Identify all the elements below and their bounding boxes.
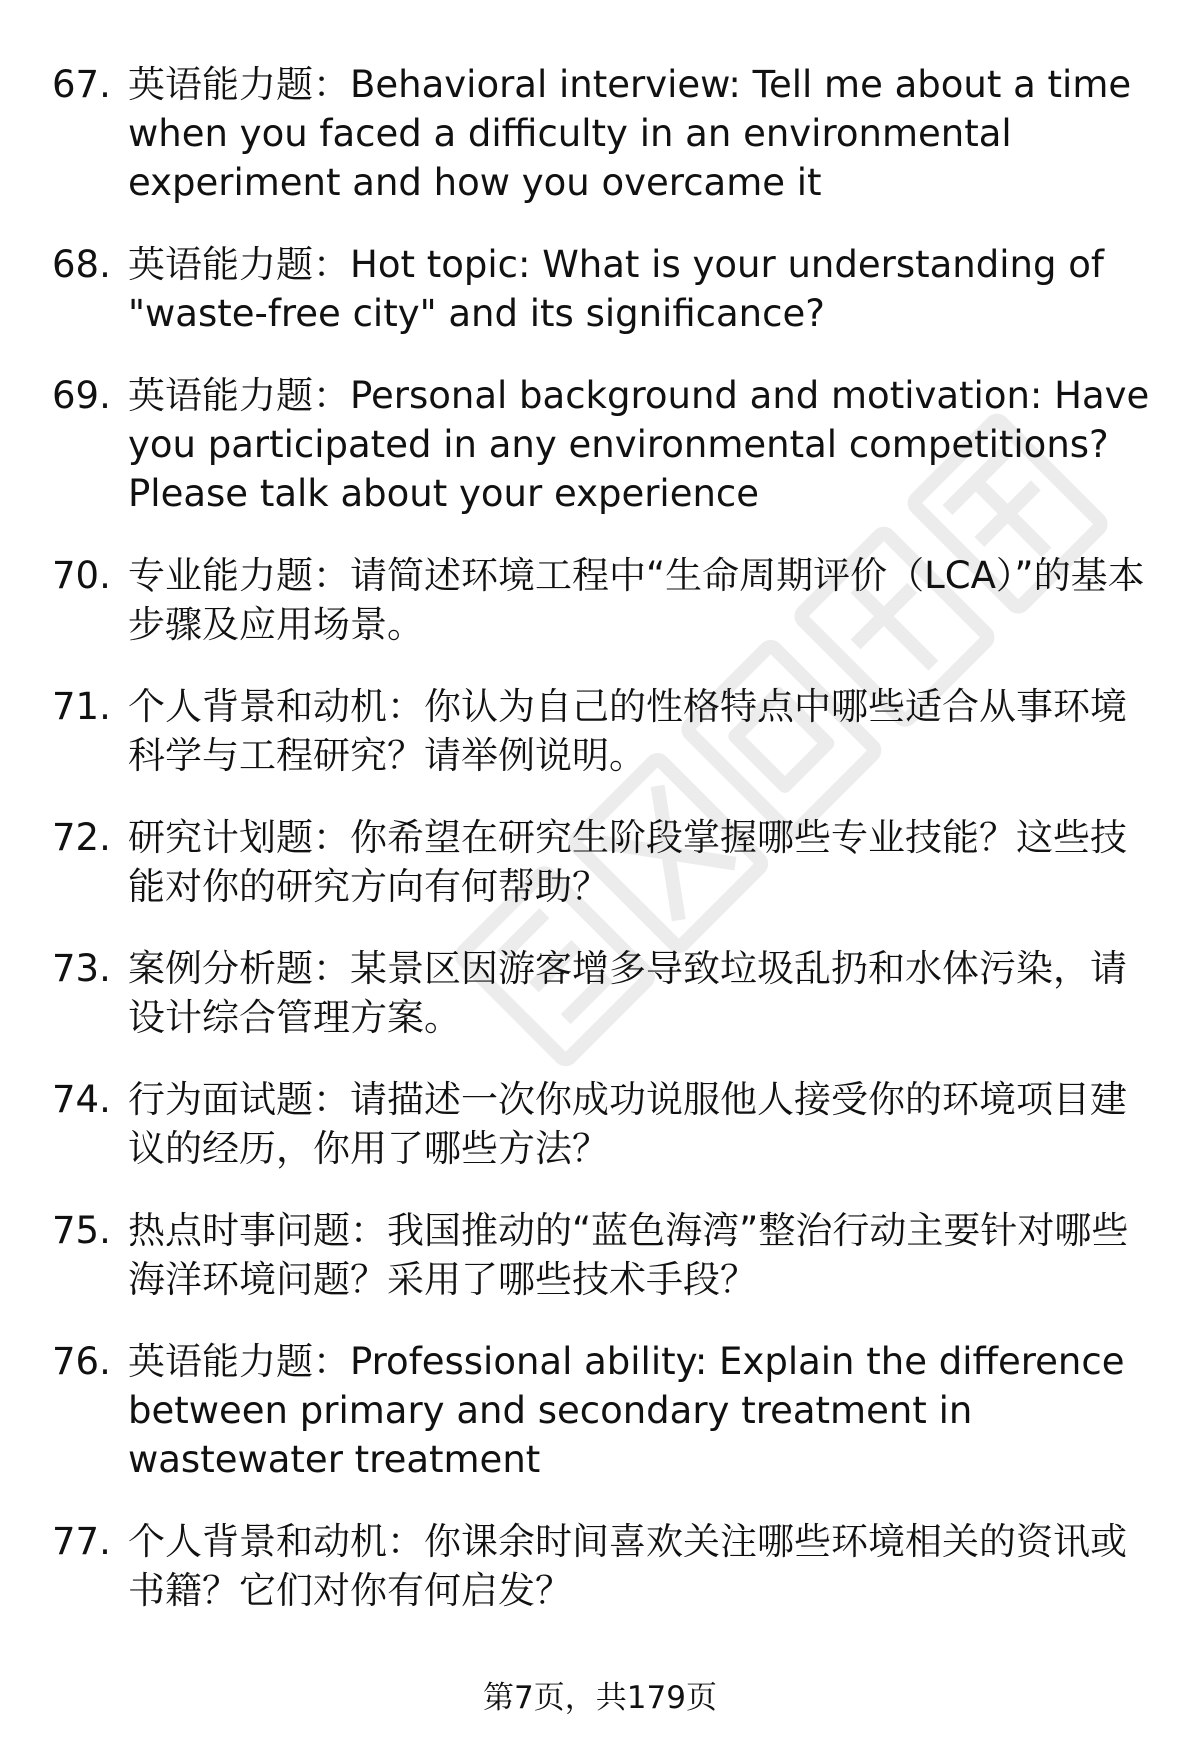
question-number: 68. <box>52 243 111 286</box>
question-text: 专业能力题：请简述环境工程中“生命周期评价（LCA）”的基本步骤及应用场景。 <box>128 554 1145 646</box>
list-item <box>0 682 1200 780</box>
question-number: 67. <box>52 63 111 106</box>
question-text: 英语能力题：Hot topic: What is your understanding of "waste-free city" and its significance? <box>128 243 1104 335</box>
list-item <box>0 1517 1200 1615</box>
question-number: 69. <box>52 374 111 417</box>
question-number: 77. <box>52 1520 111 1563</box>
question-text: 热点时事问题：我国推动的“蓝色海湾”整治行动主要针对哪些海洋环境问题？采用了哪些技术手段？ <box>128 1209 1129 1301</box>
question-number: 73. <box>52 947 111 990</box>
question-number: 75. <box>52 1209 111 1252</box>
question-text: 英语能力题：Professional ability: Explain the difference between primary and secondary treatment in wastewater treatment <box>128 1340 1125 1481</box>
question-text: 案例分析题：某景区因游客增多导致垃圾乱扔和水体污染，请设计综合管理方案。 <box>128 947 1127 1039</box>
list-item <box>0 551 1200 649</box>
list-item <box>0 1337 1200 1484</box>
question-number: 76. <box>52 1340 111 1383</box>
question-list <box>0 60 1200 1648</box>
list-item <box>0 1075 1200 1173</box>
question-number: 71. <box>52 685 111 728</box>
question-number: 70. <box>52 554 111 597</box>
question-text: 个人背景和动机：你认为自己的性格特点中哪些适合从事环境科学与工程研究？请举例说明。 <box>128 685 1127 777</box>
question-text: 个人背景和动机：你课余时间喜欢关注哪些环境相关的资讯或书籍？它们对你有何启发？ <box>128 1520 1127 1612</box>
list-item <box>0 371 1200 518</box>
list-item <box>0 944 1200 1042</box>
question-text: 研究计划题：你希望在研究生阶段掌握哪些专业技能？这些技能对你的研究方向有何帮助？ <box>128 816 1127 908</box>
list-item <box>0 1206 1200 1304</box>
question-number: 74. <box>52 1078 111 1121</box>
question-number: 72. <box>52 816 111 859</box>
list-item <box>0 60 1200 207</box>
question-text: 英语能力题：Personal background and motivation: Have you participated in any environmental competitions? Please talk about your experience <box>128 374 1150 515</box>
list-item <box>0 240 1200 338</box>
question-text: 行为面试题：请描述一次你成功说服他人接受你的环境项目建议的经历，你用了哪些方法？ <box>128 1078 1127 1170</box>
page-number-footer: 第7页，共179页 <box>483 1680 717 1716</box>
question-text: 英语能力题：Behavioral interview: Tell me about a time when you faced a difficulty in an environmental experiment and how you overcame it <box>128 63 1132 204</box>
list-item <box>0 813 1200 911</box>
